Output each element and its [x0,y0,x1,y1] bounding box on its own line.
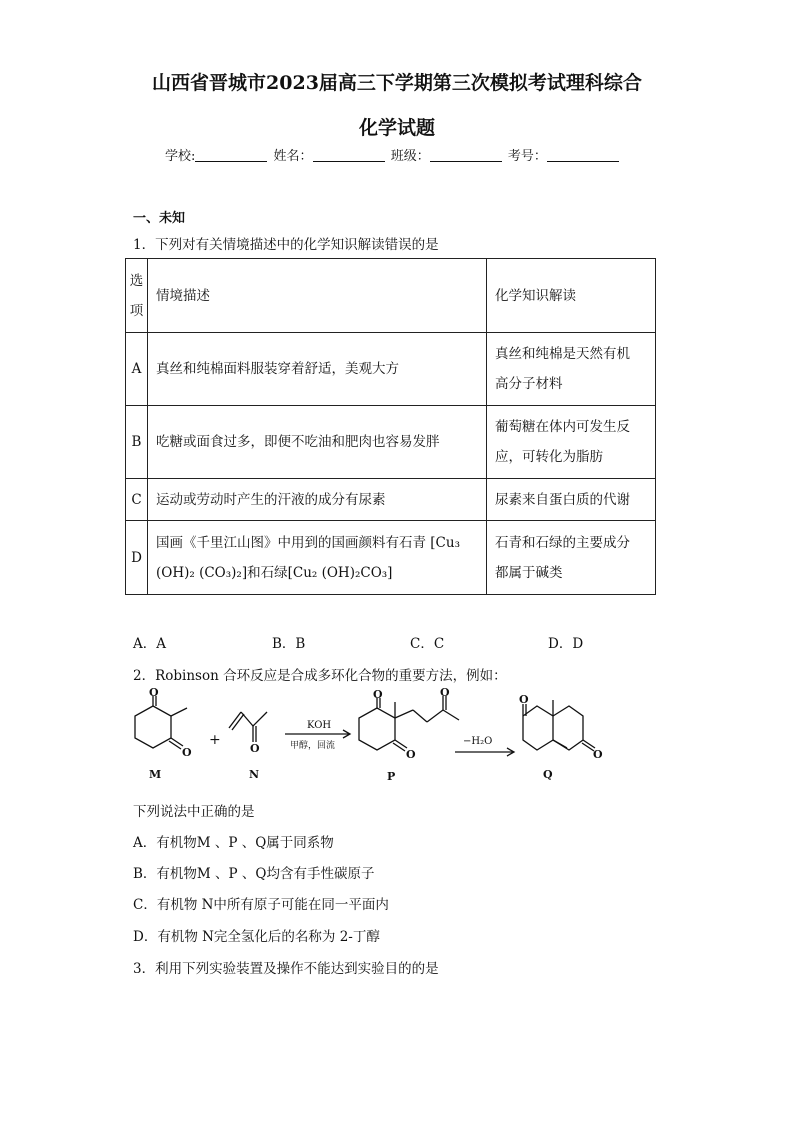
row-knowledge-line1: 石青和石绿的主要成分 [495,534,630,551]
exam-number-label: 考号： [507,149,547,164]
question-2-option-c[interactable]: C．有机物 N中所有原子可能在同一平面内 [133,897,389,913]
question-1-table [125,258,656,595]
row-option: D [126,521,148,595]
student-info-row [165,145,621,164]
question-2-stem: 2．Robinson 合环反应是合成多环化合物的重要方法，例如： [133,668,507,684]
exam-number-blank[interactable] [547,148,619,162]
row-scene [148,521,487,595]
row-scene-line2: (OH)₂ (CO₃)₂]和石绿[Cu₂ (OH)₂CO₃] [156,564,393,581]
plus-sign: + [209,732,221,748]
header-option-cell [126,259,148,333]
row-scene: 吃糖或面食过多，即便不吃油和肥肉也容易发胖 [148,406,487,479]
row-knowledge [487,521,656,595]
molecule-p-label: P [387,770,396,783]
molecule-n-oxygen: O [250,742,260,755]
reagent-conditions: 甲醇，回流 [290,741,336,751]
row-knowledge [487,406,656,479]
question-1-choice-c[interactable]: C．C [410,636,445,652]
molecule-q-oxygen-top: O [519,693,529,706]
question-1-stem: 1．下列对有关情境描述中的化学知识解读错误的是 [133,237,439,253]
table-header-row [126,259,656,333]
molecule-n-label: N [249,768,260,781]
molecule-m-oxygen-bottom: O [182,746,192,759]
row-option: C [126,479,148,521]
row-scene: 运动或劳动时产生的汗液的成分有尿素 [148,479,487,521]
name-label: 姓名： [273,149,313,164]
name-blank[interactable] [313,148,385,162]
header-scene-cell: 情境描述 [148,259,487,333]
row-knowledge-line2: 应，可转化为脂肪 [495,449,603,465]
table-row [126,521,656,595]
document-title-line1: 山西省晋城市2023届高三下学期第三次模拟考试理科综合 [152,72,642,94]
header-knowledge-cell: 化学知识解读 [487,259,656,333]
row-option: A [126,333,148,406]
molecule-p-oxygen-side: O [440,688,450,699]
molecule-q-oxygen-right: O [593,748,603,761]
section-heading: 一、未知 [133,211,186,226]
row-knowledge [487,333,656,406]
row-knowledge-line2: 高分子材料 [495,376,563,392]
class-label: 班级： [390,149,430,164]
row-knowledge-line2: 都属于碱类 [495,564,563,581]
molecule-n-structure [229,712,267,742]
question-2-prompt: 下列说法中正确的是 [133,804,255,820]
molecule-p-oxygen-bottom: O [406,748,416,761]
question-1-choice-d[interactable]: D．D [548,636,584,652]
document-title-line2: 化学试题 [358,117,435,139]
row-scene-line1: 国画《千里江山图》中用到的国画颜料有石青 [Cu₃ [156,534,460,551]
question-2-option-d[interactable]: D．有机物 N完全氢化后的名称为 2-丁醇 [133,929,380,945]
row-scene: 真丝和纯棉面料服装穿着舒适，美观大方 [148,333,487,406]
robinson-annulation-scheme [125,688,605,788]
row-knowledge-line1: 葡萄糖在体内可发生反 [495,419,630,435]
row-option: B [126,406,148,479]
reagent-koh: KOH [307,720,332,731]
molecule-q-label: Q [543,768,553,781]
molecule-m-structure [135,696,187,749]
molecule-p-oxygen-top: O [373,688,383,701]
class-blank[interactable] [430,148,502,162]
row-knowledge-line1: 真丝和纯棉是天然有机 [495,346,630,362]
question-1-choice-a[interactable]: A．A [133,636,166,652]
molecule-m-label: M [149,768,162,781]
header-option-char-2: 项 [129,302,144,319]
molecule-p-structure [359,696,459,751]
question-2-option-a[interactable]: A．有机物M 、P 、Q属于同系物 [133,835,334,851]
header-option-char-1: 选 [129,272,144,289]
table-row [126,479,656,521]
table-row [126,333,656,406]
row-knowledge: 尿素来自蛋白质的代谢 [487,479,656,521]
molecule-m-oxygen-top: O [149,688,159,699]
table-row [126,406,656,479]
dehydration-label: −H₂O [463,736,493,747]
school-label: 学校: [165,149,196,164]
question-1-choice-b[interactable]: B．B [272,636,306,652]
question-3-stem: 3．利用下列实验装置及操作不能达到实验目的的是 [133,961,439,977]
question-2-option-b[interactable]: B．有机物M 、P 、Q均含有手性碳原子 [133,866,375,882]
molecule-q-structure [523,700,595,751]
school-blank[interactable] [195,148,267,162]
